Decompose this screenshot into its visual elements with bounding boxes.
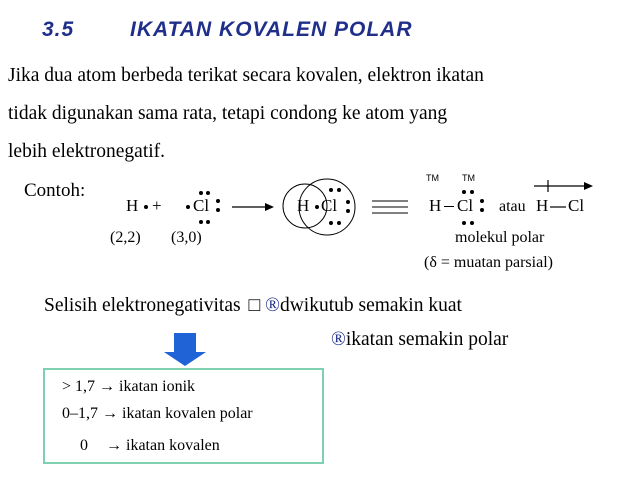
alt-hydrogen-symbol: H [536, 196, 549, 215]
polar-cl-electron [480, 199, 484, 203]
plus-sign: + [152, 196, 162, 215]
reaction-arrow-head [265, 203, 274, 211]
merged-cl-electron [337, 188, 341, 192]
shared-electron [315, 205, 319, 209]
merged-hydrogen-symbol: H [297, 196, 310, 215]
partial-negative-label: TM [462, 173, 475, 183]
classification-row [80, 437, 220, 455]
en-range: 0 [80, 437, 88, 454]
rule-result-2: ikatan semakin polar [345, 329, 509, 350]
polar-cl-electron [480, 208, 484, 212]
rule-prefix: Selisih elektronegativitas [44, 295, 241, 316]
polar-chlorine-symbol: Cl [457, 196, 474, 215]
paragraph-line-3: lebih elektronegatif. [8, 141, 166, 162]
polar-molecule-label: molekul polar [455, 229, 545, 246]
bond-type: ikatan kovalen [126, 437, 220, 454]
merged-cl-electron [329, 221, 333, 225]
arrow-icon: → [106, 437, 122, 454]
merged-cl-electron [346, 200, 350, 204]
merged-cl-electron [346, 209, 350, 213]
placeholder-glyph: □ [248, 295, 261, 316]
classification-row [62, 378, 195, 396]
bond-type: ikatan kovalen polar [122, 405, 253, 422]
en-range: > 1,7 [62, 378, 96, 395]
page-title: IKATAN KOVALEN POLAR [130, 18, 413, 41]
polar-bond-line [444, 206, 454, 207]
rule-line-2 [331, 329, 508, 351]
polar-cl-electron [462, 221, 466, 225]
hydrogen-symbol: H [126, 196, 139, 215]
partial-positive-label: TM [426, 173, 439, 183]
dipole-arrow-head [584, 182, 593, 190]
implies-symbol: ® [265, 295, 280, 316]
polar-hydrogen-symbol: H [429, 196, 442, 215]
polar-cl-electron [462, 190, 466, 194]
arrow-icon: → [102, 405, 118, 422]
alt-chlorine-symbol: Cl [568, 196, 585, 215]
paragraph-line-2: tidak digunakan sama rata, tetapi condong ke atom yang [8, 103, 448, 124]
polar-cl-electron [470, 190, 474, 194]
partial-charge-note: (δ = muatan parsial) [424, 254, 553, 271]
chlorine-symbol: Cl [193, 196, 210, 215]
merged-cl-electron [329, 188, 333, 192]
or-text: atau [499, 198, 526, 215]
polar-cl-electron [470, 221, 474, 225]
chlorine-en-value: (3,0) [171, 229, 202, 246]
paragraph-line-1: Jika dua atom berbeda terikat secara kovalen, elektron ikatan [8, 65, 484, 86]
classification-row [62, 405, 253, 423]
arrow-icon: → [99, 378, 116, 395]
merged-cl-electron [337, 221, 341, 225]
bond-type: ikatan ionik [119, 378, 196, 395]
section-number: 3.5 [42, 18, 75, 41]
hydrogen-en-value: (2,2) [110, 229, 141, 246]
rule-result-1: dwikutub semakin kuat [279, 295, 462, 316]
down-arrow-icon [164, 333, 206, 366]
example-label: Contoh: [24, 180, 86, 201]
implies-symbol: ® [331, 329, 346, 350]
rule-line-1 [44, 295, 462, 317]
merged-chlorine-symbol: Cl [321, 196, 338, 215]
en-range: 0–1,7 [62, 405, 98, 422]
